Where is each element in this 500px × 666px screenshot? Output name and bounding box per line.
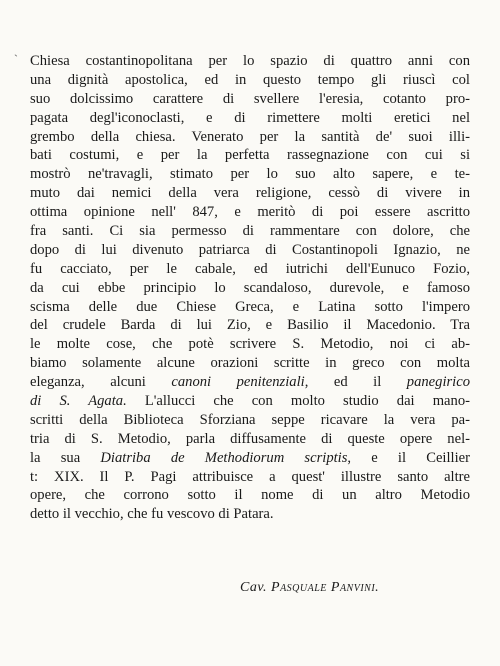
text-line-19 — [30, 392, 470, 411]
author-signature — [240, 580, 379, 596]
text-line-4: pagata degl'iconoclasti, e di rimettere molti eretici nel — [30, 109, 470, 126]
text-line-21: tria di S. Metodio, parla diffusamente di queste opere nel- — [30, 430, 470, 447]
text-span: , e il Ceillier — [347, 449, 470, 466]
text-line-13: da cui ebbe principio lo scandaloso, durevole, e famoso — [30, 279, 470, 296]
text-line-15: del crudele Barda di lui Zio, e Basilio il Macedonio. Tra — [30, 317, 470, 334]
text-line-24: opere, che corrono sotto il nome di un altro Metodio — [30, 487, 470, 504]
text-line-1: Chiesa costantinopolitana per lo spazio di quattro anni con — [30, 53, 470, 69]
text-span: eleganza, alcuni — [30, 374, 172, 391]
text-line-23: t: XIX. Il P. Pagi attribuisce a quest' illustre santo altre — [30, 468, 470, 485]
text-line-7: mostrò ne'travagli, stimato per lo suo alto sapere, e te- — [30, 166, 470, 183]
italic-title: Diatriba de Methodiorum scriptis — [100, 449, 348, 466]
text-line-16: le molte cose, che potè scrivere S. Metodio, noi ci ab- — [30, 336, 470, 353]
text-line-6: bati costumi, e per la perfetta rassegnazione con cui si — [30, 147, 470, 164]
signature-name: Pasquale Panvini. — [271, 580, 380, 595]
text-line-20: scritti della Biblioteca Sforziana seppe ricavare la vera pa- — [30, 411, 470, 428]
text-line-14: scisma delle due Chiese Greca, e Latina sotto l'impero — [30, 298, 470, 315]
text-line-2: una dignità apostolica, ed in questo tempo gli riuscì col — [30, 71, 470, 88]
text-line-11: dopo di lui divenuto patriarca di Costantinopoli Ignazio, ne — [30, 241, 470, 258]
italic-title: panegirico — [406, 374, 470, 391]
text-span: la sua — [30, 449, 101, 466]
signature-prefix: Cav. — [240, 580, 268, 595]
text-line-3: suo dolcissimo carattere di svellere l'eresia, cotanto pro- — [30, 90, 470, 107]
text-span: L'allucci che con molto studio dai mano- — [126, 393, 470, 410]
text-span: , ed il — [304, 374, 407, 391]
body-text — [30, 52, 470, 524]
text-line-9: ottima opinione nell' 847, e meritò di poi essere ascritto — [30, 204, 470, 221]
margin-mark: ` — [14, 52, 18, 66]
text-line-18 — [30, 373, 470, 392]
italic-title: di S. Agata. — [30, 393, 127, 410]
text-line-10: fra santi. Ci sia permesso di rammentare con dolore, che — [30, 223, 470, 240]
text-line-25: detto il vecchio, che fu vescovo di Patara. — [30, 506, 274, 523]
text-line-22 — [30, 449, 470, 468]
text-line-12: fu cacciato, per le cabale, ed iutrichi dell'Eunuco Fozio, — [30, 260, 470, 277]
text-line-5: grembo della chiesa. Venerato per la santità de' suoi illi- — [30, 128, 470, 145]
text-line-8: muto dai nemici della vera religione, cessò di vivere in — [30, 185, 470, 202]
text-line-17: biamo solamente alcune orazioni scritte in greco con molta — [30, 355, 470, 372]
italic-title: canoni penitenziali — [171, 374, 305, 391]
